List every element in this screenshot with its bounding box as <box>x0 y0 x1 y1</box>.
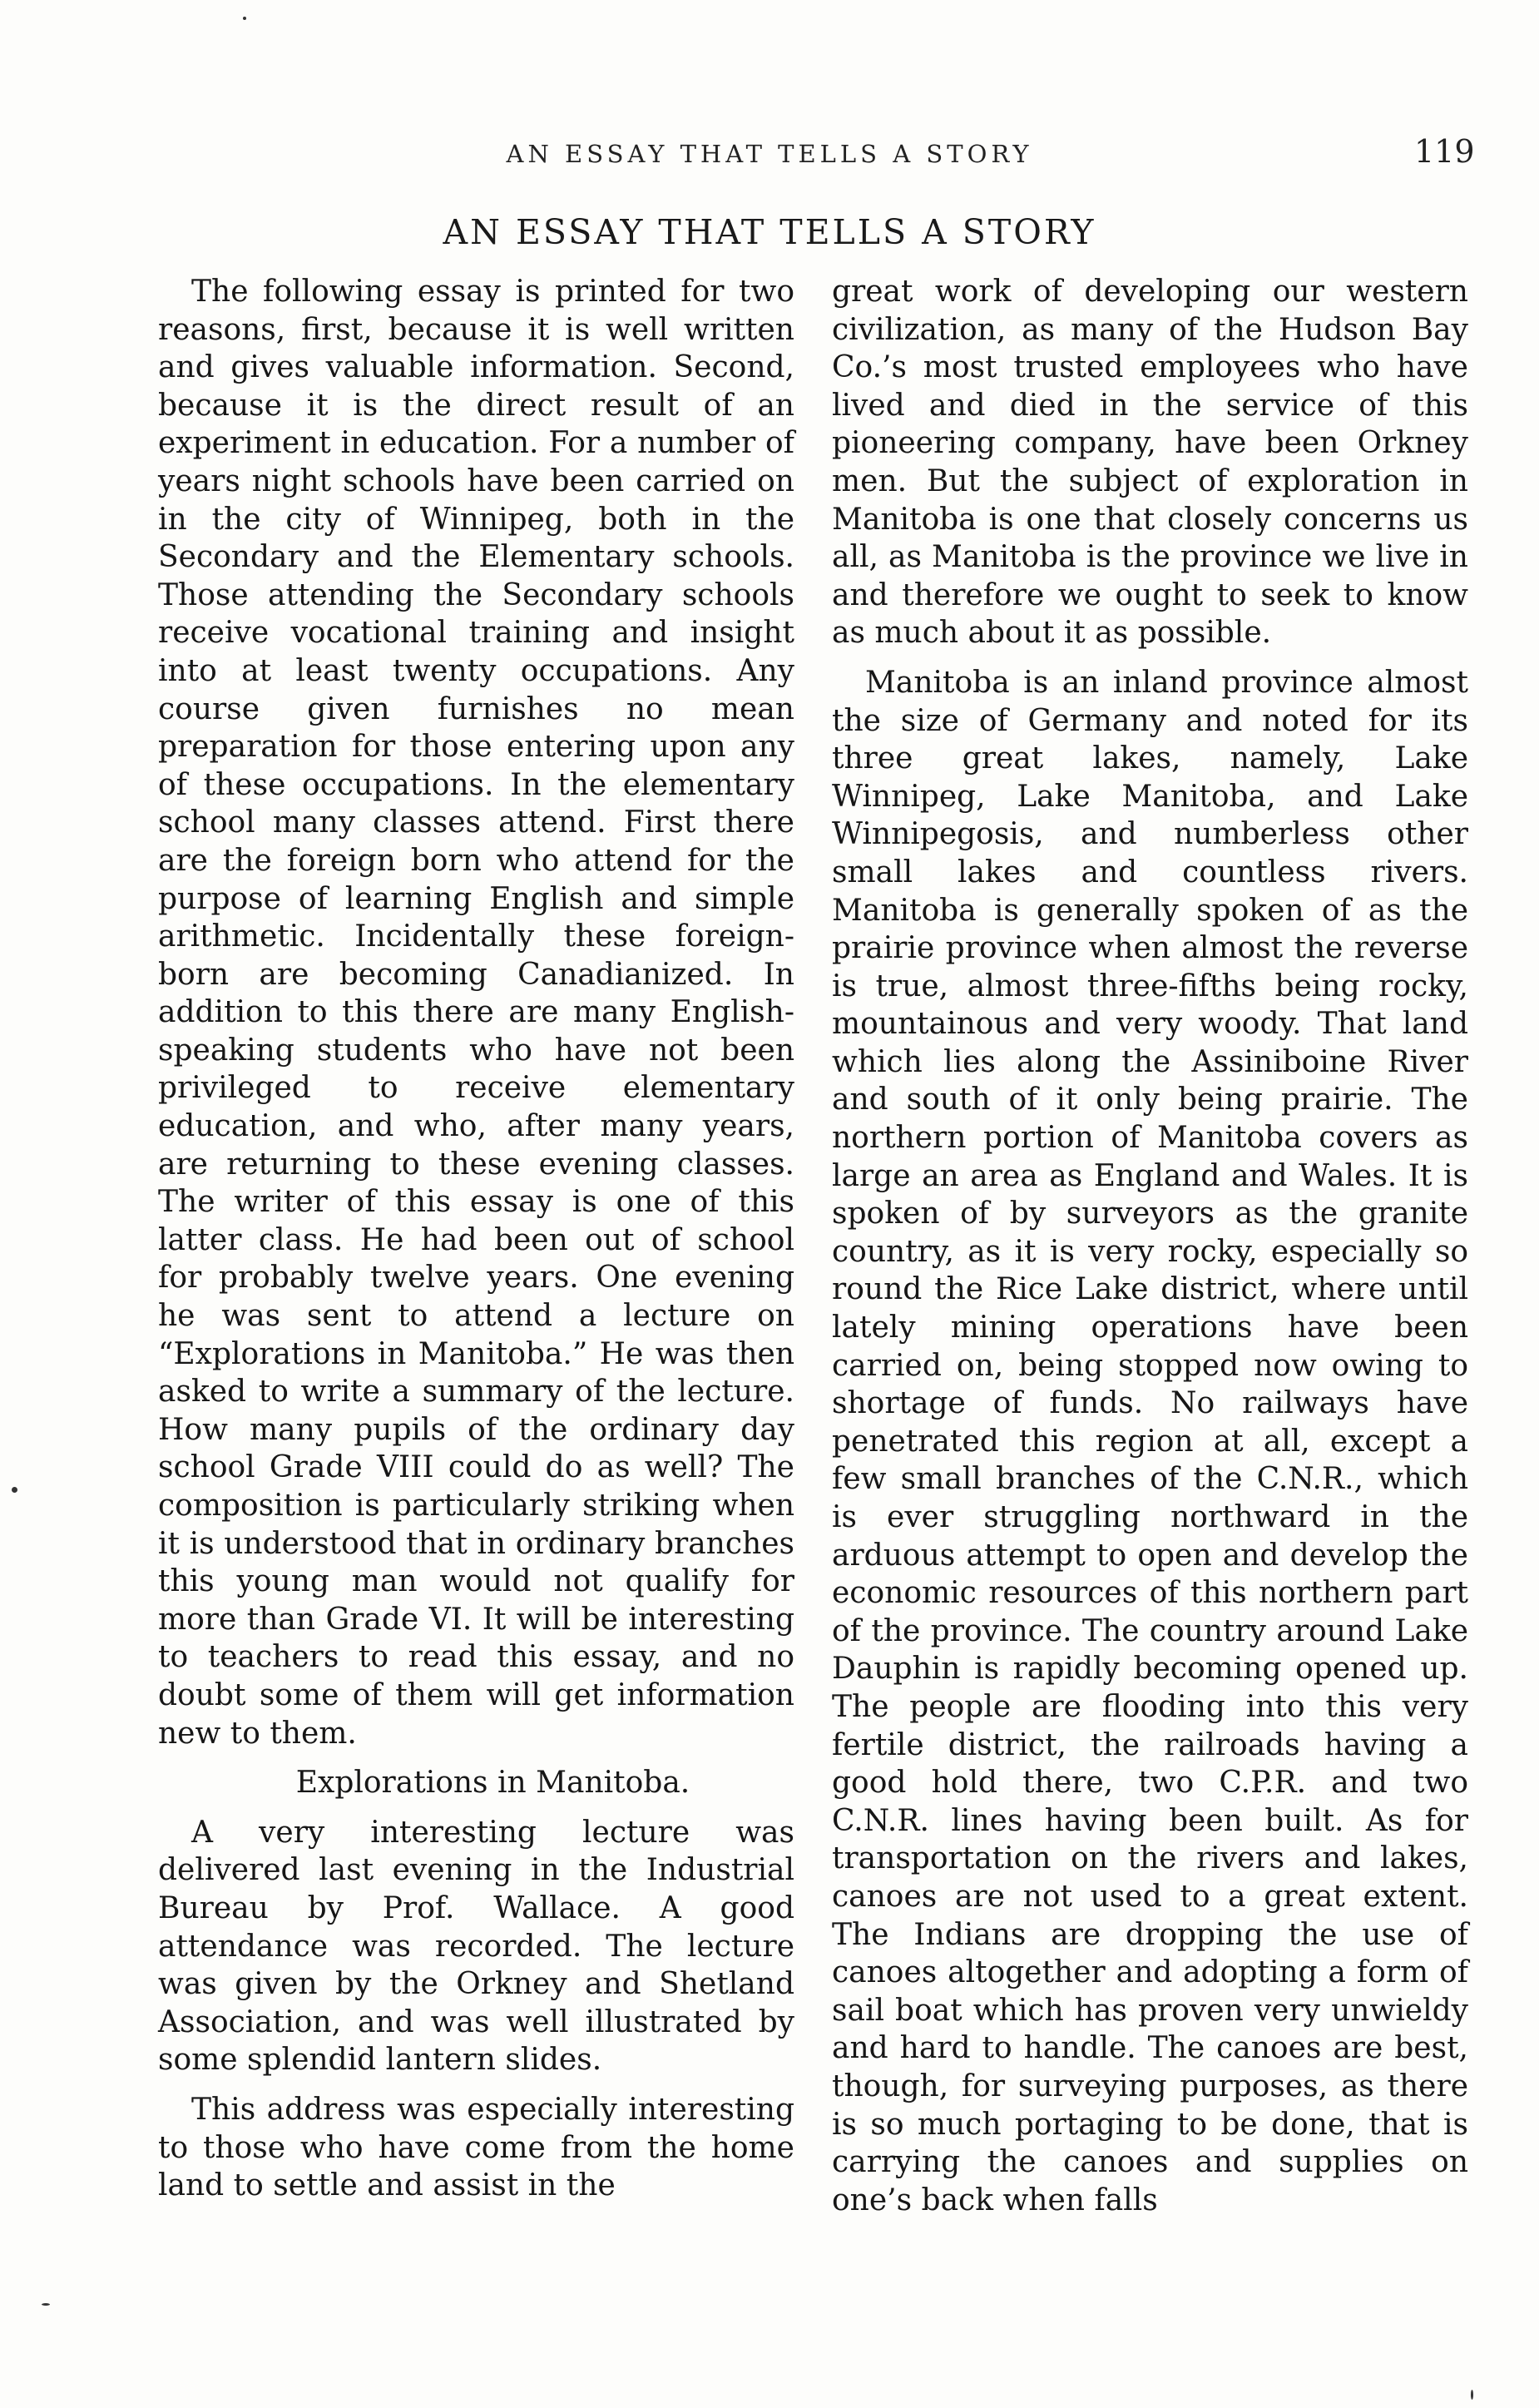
intro-paragraph: The following essay is printed for two reasons, first, because it is well written and gives valuable information. Second, because it is the direct result of an experiment in education. For a number of years night schools have been carried on in the city of Winnipeg, both in the Secondary and the Elementary schools. Those attending the Secondary schools receive vocational training and insight into at least twenty occupations. Any course given furnishes no mean preparation for those entering upon any of these occupations. In the elementary school many classes attend. First there are the foreign born who attend for the purpose of learning English and simple arithmetic. Incidentally these foreign-born are becoming Canadianized. In addition to this there are many English-speaking students who have not been privileged to receive elementary education, and who, after many years, are returning to these evening classes. The writer of this essay is one of this latter class. He had been out of school for probably twelve years. One evening he was sent to attend a lecture on “Explorations in Manitoba.” He was then asked to write a summary of the lecture. How many pupils of the ordinary day school Grade VIII could do as well? The composition is particularly striking when it is understood that in ordinary branches this young man would not qualify for more than Grade VI. It will be interesting to teachers to read this essay, and no doubt some of them will get information new to them. <box>158 275 794 1751</box>
scan-speck <box>12 1487 17 1493</box>
right-column <box>832 273 1468 2219</box>
scan-speck <box>42 2303 50 2306</box>
scan-speck <box>243 17 246 20</box>
essay-heading: Explorations in Manitoba. <box>295 1766 690 1801</box>
article-title: AN ESSAY THAT TELLS A STORY <box>443 212 1096 252</box>
page-number: 119 <box>1414 133 1475 170</box>
scan-speck <box>1471 2390 1473 2400</box>
essay-paragraph-1: A very interesting lecture was delivered last evening in the Industrial Bureau by Prof. Wallace. A good attendance was recorded. The lecture was given by the Orkney and Shetland Association, and was well illustrated by some splendid lantern slides. <box>158 1815 794 2078</box>
essay-paragraph-2-start: This address was especially interesting to those who have come from the home land to settle and assist in the <box>158 2092 794 2203</box>
left-column <box>158 273 794 2205</box>
essay-paragraph-3: Manitoba is an inland province almost the size of Germany and noted for its three great lakes, namely, Lake Winnipeg, Lake Manitoba, and Lake Winnipegosis, and numberless other small lakes and countless rivers. Manitoba is generally spoken of as the prairie province when almost the reverse is true, almost three-fifths being rocky, mountainous and very woody. That land which lies along the Assiniboine River and south of it only being prairie. The northern portion of Manitoba covers as large an area as England and Wales. It is spoken of by surveyors as the granite country, as it is very rocky, especially so round the Rice Lake district, where until lately mining operations have been carried on, being stopped now owing to shortage of funds. No railways have penetrated this region at all, except a few small branches of the C.N.R., which is ever struggling northward in the arduous attempt to open and develop the economic resources of this northern part of the province. The country around Lake Dauphin is rapidly becoming opened up. The people are flooding into this very fertile district, the railroads having a good hold there, two C.P.R. and two C.N.R. lines having been built. As for transportation on the rivers and lakes, canoes are not used to a great extent. The Indians are dropping the use of canoes altogether and adopting a form of sail boat which has proven very unwieldy and hard to handle. The canoes are best, though, for surveying purposes, as there is so much portaging to be done, that is carrying the canoes and supplies on one’s back when falls <box>832 665 1468 2217</box>
essay-paragraph-2-continued: great work of developing our western civilization, as many of the Hudson Bay Co.’s most trusted employees who have lived and died in the service of this pioneering company, have been Orkney men. But the subject of exploration in Manitoba is one that closely concerns us all, as Manitoba is the province we live in and therefore we ought to seek to know as much about it as possible. <box>832 275 1468 651</box>
running-title: AN ESSAY THAT TELLS A STORY <box>506 140 1033 168</box>
